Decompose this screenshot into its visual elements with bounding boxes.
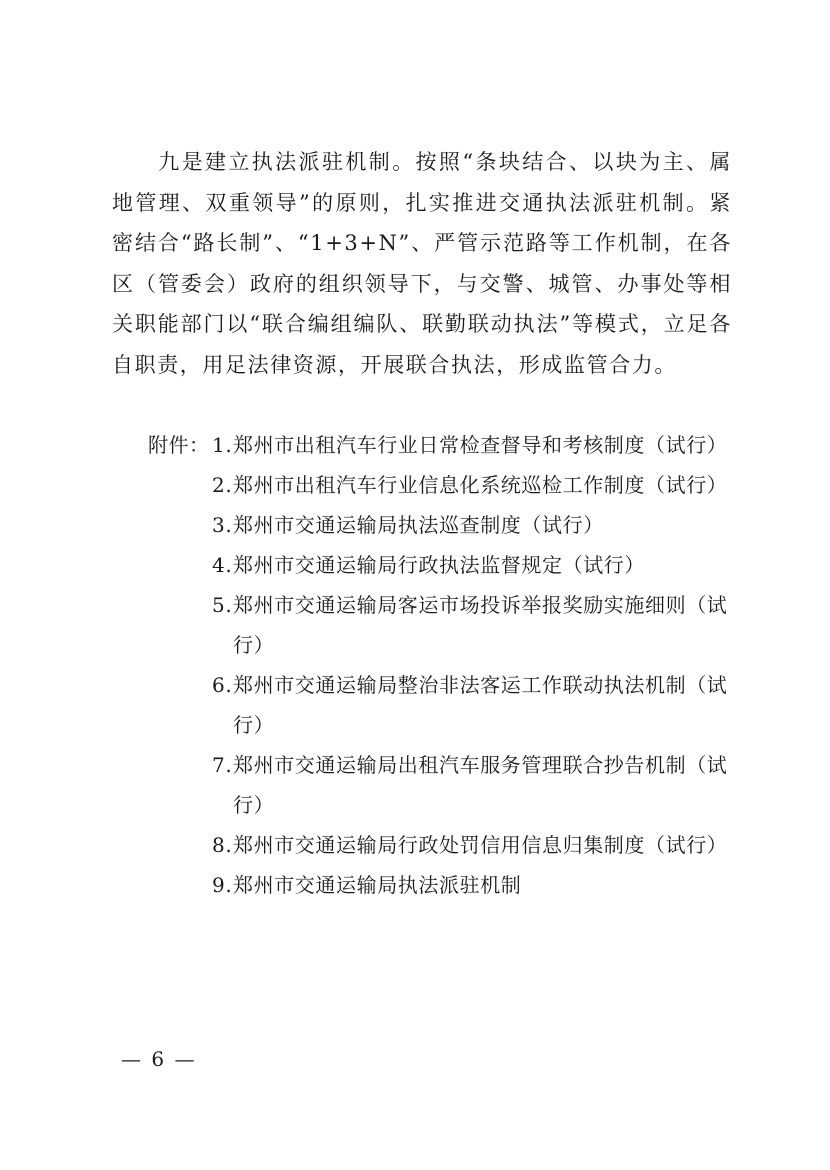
- attachments-list: [212, 425, 742, 905]
- attachment-item-9: 9.郑州市交通运输局执法派驻机制: [212, 873, 522, 897]
- attachment-item-1: 1.郑州市出租汽车行业日常检查督导和考核制度（试行）: [212, 433, 728, 457]
- attachment-item-6: 6.郑州市交通运输局整治非法客运工作联动执法机制（试行）: [212, 673, 728, 737]
- attachment-item-8: 8.郑州市交通运输局行政处罚信用信息归集制度（试行）: [212, 833, 728, 857]
- attachments-label: 附件：: [148, 433, 210, 457]
- page-number: — 6 —: [121, 1047, 197, 1071]
- attachment-item-5: 5.郑州市交通运输局客运市场投诉举报奖励实施细则（试行）: [212, 593, 728, 657]
- attachment-item-7: 7.郑州市交通运输局出租汽车服务管理联合抄告机制（试行）: [212, 753, 728, 817]
- attachment-item-4: 4.郑州市交通运输局行政执法监督规定（试行）: [212, 553, 645, 577]
- body-paragraph: 九是建立执法派驻机制。按照“条块结合、以块为主、属地管理、双重领导”的原则，扎实推进交通执法派驻机制。紧密结合“路长制”、“1+3+N”、严管示范路等工作机制，在各区（管委会）政府的组织领导下，与交警、城管、办事处等相关职能部门以“联合编组编队、联勤联动执法”等模式，立足各自职责，用足法律资源，开展联合执法，形成监管合力。: [112, 150, 732, 377]
- attachment-item-2: 2.郑州市出租汽车行业信息化系统巡检工作制度（试行）: [212, 473, 728, 497]
- attachment-item-3: 3.郑州市交通运输局执法巡查制度（试行）: [212, 513, 604, 537]
